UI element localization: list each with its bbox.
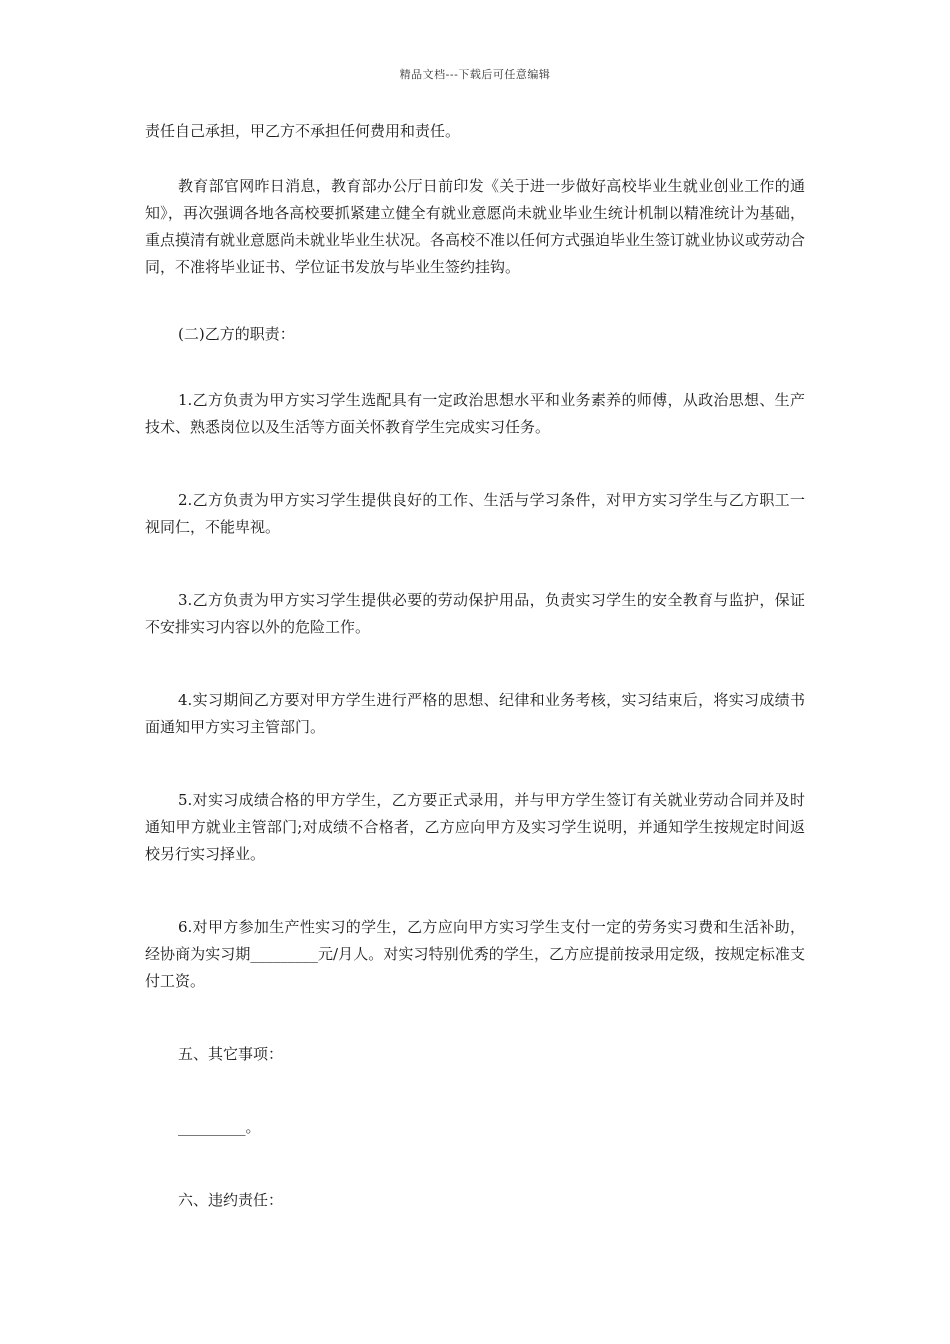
- duty-item-3: 3.乙方负责为甲方实习学生提供必要的劳动保护用品，负责实习学生的安全教育与监护，保证不安排实习内容以外的危险工作。: [145, 591, 805, 636]
- document-body: [145, 118, 805, 1214]
- duty-item-4: 4.实习期间乙方要对甲方学生进行严格的思想、纪律和业务考核，实习结束后，将实习成绩书面通知甲方实习主管部门。: [145, 691, 805, 736]
- paragraph-liability-continuation: 责任自己承担，甲乙方不承担任何费用和责任。: [145, 122, 461, 140]
- section-heading-other-matters: 五、其它事项：: [178, 1045, 284, 1063]
- section-heading-party-b-duties: (二)乙方的职责：: [178, 325, 295, 343]
- duty-item-5: 5.对实习成绩合格的甲方学生，乙方要正式录用，并与甲方学生签订有关就业劳动合同并及时通知甲方就业主管部门;对成绩不合格者，乙方应向甲方及实习学生说明，并通知学生按规定时间返校另行实习择业。: [145, 791, 805, 863]
- duty-item-6: 6.对甲方参加生产性实习的学生，乙方应向甲方实习学生支付一定的劳务实习费和生活补助，经协商为实习期_________元/月人。对实习特别优秀的学生，乙方应提前按录用定级，按规定标准支付工资。: [145, 918, 805, 990]
- duty-item-2: 2.乙方负责为甲方实习学生提供良好的工作、生活与学习条件，对甲方实习学生与乙方职工一视同仁，不能卑视。: [145, 491, 805, 536]
- section-heading-breach-liability: 六、违约责任：: [178, 1191, 284, 1209]
- page-header: 精品文档---下载后可任意编辑: [399, 68, 551, 81]
- other-matters-blank: _________。: [178, 1118, 261, 1136]
- paragraph-news: 教育部官网昨日消息，教育部办公厅日前印发《关于进一步做好高校毕业生就业创业工作的通知》，再次强调各地各高校要抓紧建立健全有就业意愿尚未就业毕业生统计机制以精准统计为基础，重点摸清有就业意愿尚未就业毕业生状况。各高校不准以任何方式强迫毕业生签订就业协议或劳动合同，不准将毕业证书、学位证书发放与毕业生签约挂钩。: [145, 177, 806, 276]
- duty-item-1: 1.乙方负责为甲方实习学生选配具有一定政治思想水平和业务素养的师傅，从政治思想、生产技术、熟悉岗位以及生活等方面关怀教育学生完成实习任务。: [145, 391, 805, 436]
